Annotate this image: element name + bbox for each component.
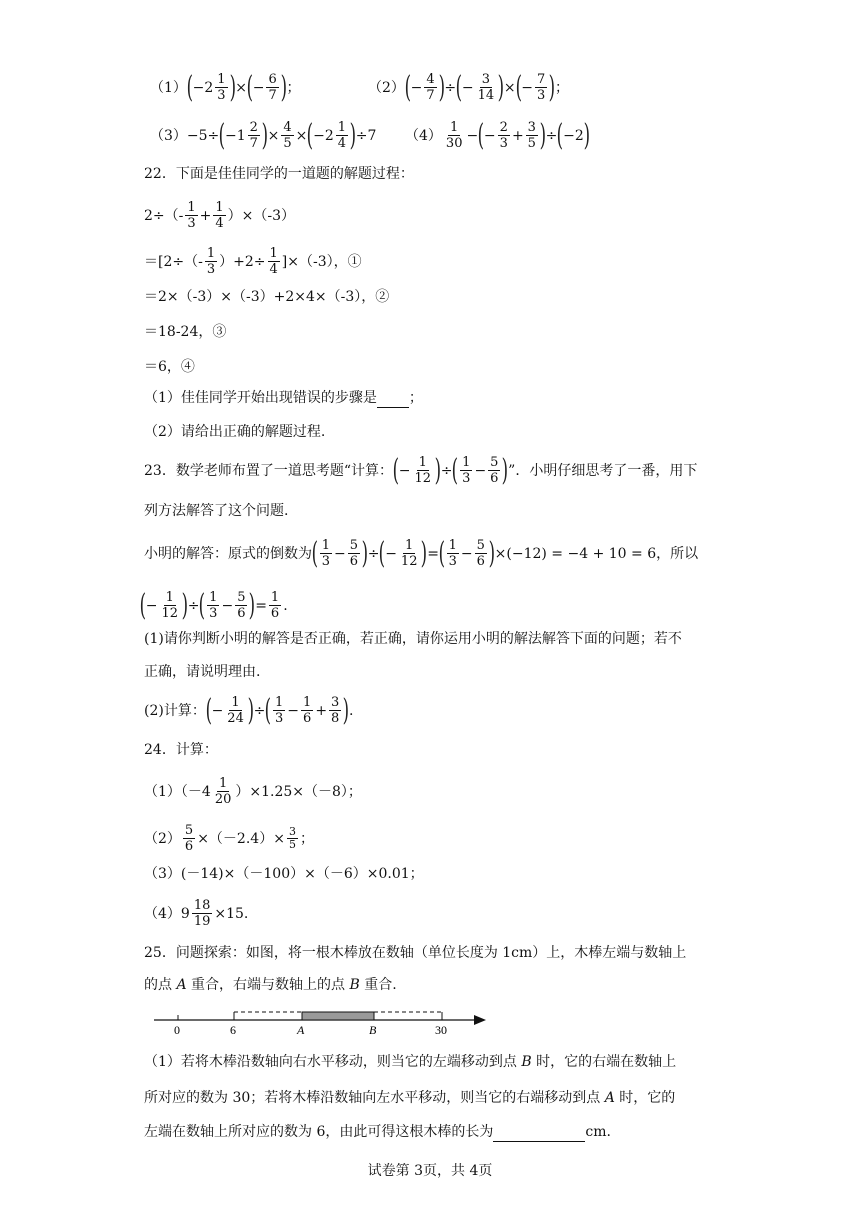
q23-solution: 小明的解答：原式的倒数为 ( $\frac{1}{3}$ − $\frac{5}{6}$ ) ÷ ( − $\frac{1}{12}$ ) = ( $\frac{1}{3}$ − $\frac{5}{6}$ ) ×(−12) = −4 + 10 = 6 ，所以 <box>144 535 699 571</box>
q22-line4: ＝18-24，③ <box>144 324 227 340</box>
q23-line1: 23．数学老师布置了一道思考题“计算： ( − $\frac{1}{12}$ ) ÷ ( $\frac{1}{3}$ − $\frac{5}{6}$ ) ”．小明仔细思考了一番，用下 <box>144 452 698 488</box>
label-30: 30 <box>435 1023 447 1037</box>
q25-p1-line2: 所对应的数为 30；若将木棒沿数轴向左水平移动，则当它的右端移动到点 A 时，它的 <box>144 1090 676 1106</box>
number-line-diagram <box>150 1008 490 1038</box>
answer-blank[interactable] <box>493 1127 585 1142</box>
q25-p1-line3: 左端在数轴上所对应的数为 6，由此可得这根木棒的长为 cm. <box>144 1124 611 1140</box>
q25-line1: 25．问题探索：如图，将一根木棒放在数轴（单位长度为 1cm）上，木棒左端与数轴上 <box>144 945 687 961</box>
q24-part2: （2） $\frac{5}{6}$ ×（－2.4）× $\frac{3}{5}$ ； <box>144 823 314 854</box>
q23-result: ( − $\frac{1}{12}$ ) ÷ ( $\frac{1}{3}$ − $\frac{5}{6}$ ) = $\frac{1}{6}$ . <box>139 587 288 623</box>
q21-part4: （4） $\frac{1}{30}$ − ( − $\frac{2}{3}$ + $\frac{3}{5}$ ) ÷ ( −2 ) <box>405 117 590 153</box>
q22-line2: ＝[2÷（- $\frac{1}{3}$ ）+2÷ $\frac{1}{4}$ ]×（-3），① <box>144 246 362 277</box>
axis-arrow <box>474 1015 486 1025</box>
q24-part4: （4）9 $\frac{18}{19}$ ×15. <box>144 898 249 929</box>
q23-q1b: 正确，请说明理由. <box>144 664 261 680</box>
label-B: B <box>369 1023 377 1037</box>
q21-part1: （1） ( −2 $\frac{1}{3}$ ) × ( − $\frac{6}{7}$ ) ； <box>150 69 301 105</box>
q25-p1-line1: （1）若将木棒沿数轴向右水平移动，则当它的左端移动到点 B 时，它的右端在数轴上 <box>144 1054 677 1070</box>
q21-part3: （3） −5÷ ( −1 $\frac{2}{7}$ ) × $\frac{4}{5}$ × ( −2 $\frac{1}{4}$ ) ÷7 <box>150 117 377 153</box>
q22-sub2: （2）请给出正确的解题过程. <box>144 424 326 440</box>
q23-line2: 列方法解答了这个问题. <box>144 503 289 519</box>
q22-sub1: （1）佳佳同学开始出现错误的步骤是 ； <box>144 390 423 406</box>
q22-title: 22．下面是佳佳同学的一道题的解题过程： <box>144 166 414 182</box>
page-footer: 试卷第 3页，共 4页 <box>367 1163 493 1179</box>
q24-part1: （1）（－4 $\frac{1}{20}$ ）×1.25×（－8）； <box>144 776 362 807</box>
q23-q1a: (1)请你判断小明的解答是否正确，若正确，请你运用小明的解法解答下面的问题；若不 <box>144 631 682 647</box>
q25-line2: 的点 A 重合，右端与数轴上的点 B 重合. <box>144 977 397 993</box>
label-A: A <box>297 1023 305 1037</box>
answer-blank[interactable] <box>377 393 409 408</box>
label-0: 0 <box>174 1023 180 1037</box>
q22-line1: 2÷（- $\frac{1}{3}$ + $\frac{1}{4}$ ）×（-3） <box>144 200 296 231</box>
q23-q2: (2)计算： ( − $\frac{1}{24}$ ) ÷ ( $\frac{1}{3}$ − $\frac{1}{6}$ + $\frac{3}{8}$ ) . <box>144 692 354 728</box>
wooden-stick <box>302 1012 374 1020</box>
q22-line3: ＝2×（-3）×（-3）+2×4×（-3），② <box>144 289 390 305</box>
label-6: 6 <box>230 1023 236 1037</box>
q21-part2: （2） ( − $\frac{4}{7}$ ) ÷ ( − $\frac{3}{14}$ ) × ( − $\frac{7}{3}$ ) ； <box>368 69 570 105</box>
q24-part3: （3）(－14)×（－100）×（－6）×0.01； <box>144 866 424 882</box>
q24-title: 24．计算： <box>144 742 218 758</box>
q22-line5: ＝6，④ <box>144 359 195 375</box>
